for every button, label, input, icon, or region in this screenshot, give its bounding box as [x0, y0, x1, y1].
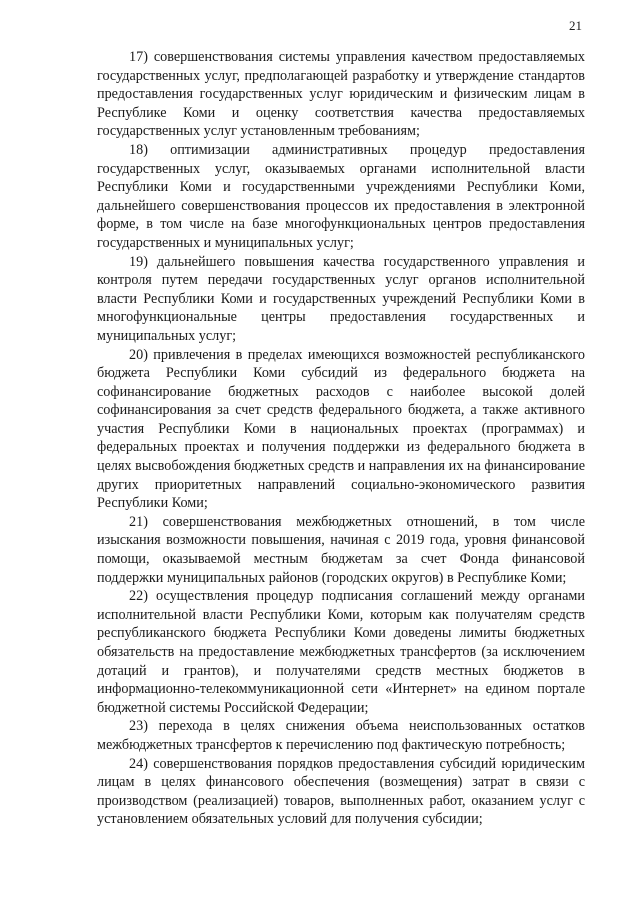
paragraph-item-23: 23) перехода в целях снижения объема неиспользованных остатков межбюджетных трансфертов к перечислению под фактическую потребность; [97, 718, 585, 753]
paragraph-item-19: 19) дальнейшего повышения качества государственного управления и контроля путем передачи государственных услуг органов исполнительной власти Республики Коми и государственных учреждений Республики Коми в многофункциональные центры предоставления государственных и муниципальных услуг; [97, 253, 585, 344]
paragraph-item-18: 18) оптимизации административных процедур предоставления государственных услуг, оказываемых органами исполнительной власти Республики Коми и государственными учреждениями Республики Коми, дальнейшего совершенствования процессов их предоставления в электронной форме, в том числе на базе многофункциональных центров предоставления государственных и муниципальных услуг; [97, 141, 585, 251]
paragraph-item-21: 21) совершенствования межбюджетных отношений, в том числе изыскания возможности повышения, начиная с 2019 года, уровня финансовой помощи, оказываемой местным бюджетам за счет Фонда финансовой поддержки муниципальных районов (городских округов) в Республике Коми; [97, 513, 585, 586]
paragraph-item-22: 22) осуществления процедур подписания соглашений между органами исполнительной власти Республики Коми, которым как получателям средств республиканского бюджета Республики Коми доведены лимиты бюджетных обязательств на предоставление межбюджетных трансфертов (за исключением дотаций и грантов), и получателями средств местных бюджетов в информационно-телекоммуникационной сети «Интернет» на едином портале бюджетной системы Российской Федерации; [97, 588, 585, 716]
paragraph-item-17: 17) совершенствования системы управления качеством предоставляемых государственных услуг, предполагающей разработку и утверждение стандартов предоставления государственных услуг юридическим и физическим лицам в Республике Коми и оценку соответствия качества предоставляемых государственных услуг установленным требованиям; [97, 49, 585, 140]
paragraph-item-20: 20) привлечения в пределах имеющихся возможностей республиканского бюджета Республики Коми субсидий из федерального бюджета на софинансирование бюджетных расходов с наиболее высокой долей софинансирования за счет средств федерального бюджета, а также активного участия Республики Коми в национальных проектах (программах) и федеральных проектах и получения поддержки из федерального бюджета в целях высвобождения бюджетных средств и направления их на финансирование других приоритетных направлений социально-экономического развития Республики Коми; [97, 346, 585, 512]
paragraph-item-24: 24) совершенствования порядков предоставления субсидий юридическим лицам в целях финансового обеспечения (возмещения) затрат в связи с производством (реализацией) товаров, выполненных работ, оказанием услуг с установлением обязательных условий для получения субсидии; [97, 755, 585, 828]
page-number: 21 [569, 18, 582, 33]
document-body [97, 48, 585, 829]
